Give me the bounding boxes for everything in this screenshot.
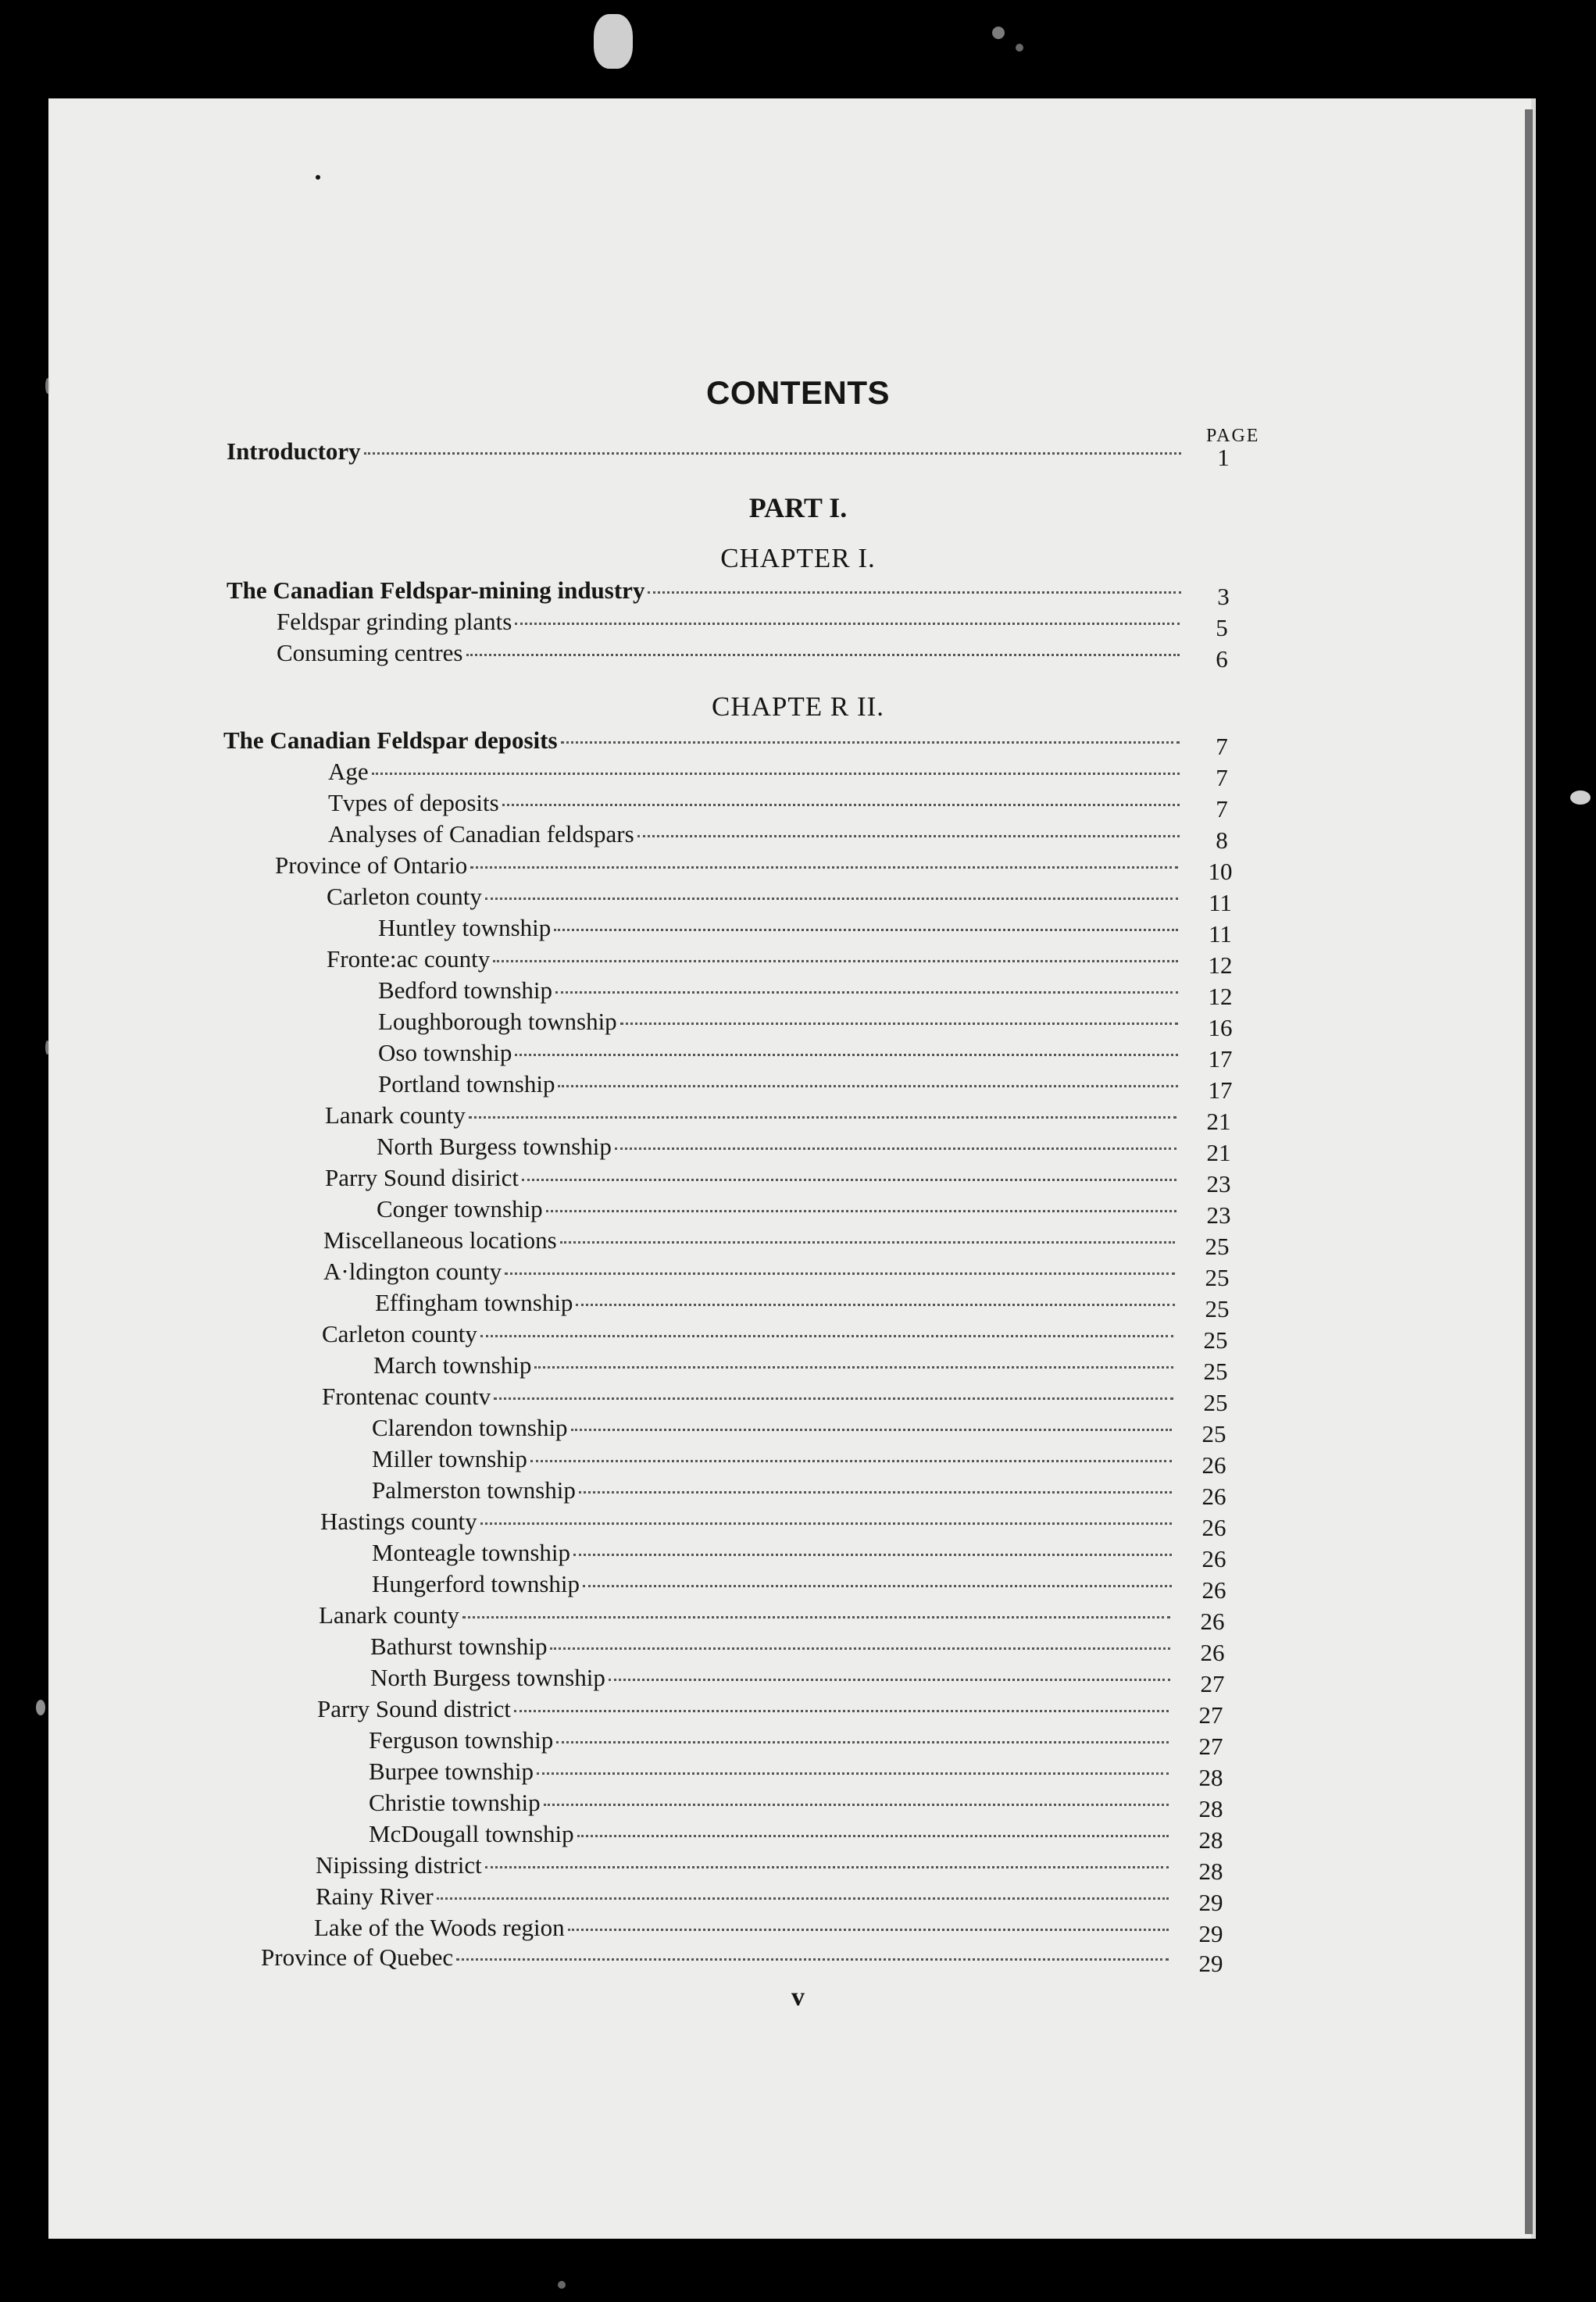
part-heading: PART I. (748, 492, 848, 523)
toc-entry (372, 1476, 1226, 1510)
dot-leader (493, 960, 1178, 962)
toc-entry (372, 1539, 1226, 1572)
toc-entry-page: 25 (1203, 1358, 1228, 1385)
toc-entry (378, 1039, 1233, 1072)
dot-leader (530, 1460, 1172, 1462)
toc-entry-label: Age (328, 758, 369, 785)
toc-entry-page: 16 (1208, 1014, 1233, 1041)
toc-entry-page: 25 (1205, 1295, 1230, 1322)
scan-speck (1016, 44, 1023, 52)
toc-entry-label: Portland township (378, 1070, 555, 1097)
toc-entry (261, 1943, 1223, 1977)
scan-speck (558, 2281, 566, 2289)
toc-entry-page: 21 (1206, 1108, 1231, 1135)
toc-entry-page: 26 (1201, 1483, 1226, 1510)
toc-entry-label: Rainy River (316, 1883, 434, 1910)
toc-entry (322, 1320, 1228, 1354)
toc-entry (372, 1414, 1226, 1447)
dot-leader (648, 591, 1181, 594)
dot-leader (462, 1616, 1170, 1619)
toc-entry-page: 29 (1198, 1889, 1223, 1916)
toc-entry (277, 639, 1228, 673)
toc-entry (375, 1289, 1230, 1322)
toc-entry-label: Lake of the Woods region (314, 1914, 565, 1941)
toc-entry-page: 25 (1205, 1264, 1230, 1291)
toc-entry-page: 7 (1216, 795, 1228, 823)
toc-entry-label: Fronte:ac county (327, 945, 491, 973)
toc-entry-label: Clarendon township (372, 1414, 568, 1441)
toc-entry (378, 1008, 1233, 1041)
toc-entry (320, 1508, 1226, 1541)
toc-entry-page: 26 (1200, 1639, 1225, 1666)
dot-leader (505, 1272, 1175, 1275)
scan-speck (45, 1040, 49, 1055)
dot-leader (571, 1429, 1172, 1431)
toc-entry-label: Tvpes of deposits (328, 789, 499, 816)
toc-entry-page: 28 (1198, 1795, 1223, 1822)
toc-entry-label: Hungerford township (372, 1570, 580, 1597)
toc-entry (369, 1758, 1223, 1791)
dot-leader (579, 1491, 1172, 1494)
toc-entry-label: Lanark county (319, 1601, 459, 1629)
dot-leader (615, 1147, 1176, 1150)
page-title: CONTENTS (706, 374, 890, 411)
toc-entry (328, 758, 1228, 791)
dot-leader (470, 866, 1178, 869)
toc-entry-label: Loughborough township (378, 1008, 617, 1035)
toc-entry (227, 437, 1230, 471)
toc-entry-label: Christie township (369, 1789, 541, 1816)
dot-leader (469, 1116, 1176, 1119)
toc-entry-label: North Burgess township (370, 1664, 605, 1691)
toc-entry-page: 7 (1216, 764, 1228, 791)
dot-leader (372, 773, 1180, 775)
toc-entry-label: Effingham township (375, 1289, 573, 1316)
dot-leader (576, 1304, 1175, 1306)
dot-leader (561, 741, 1180, 744)
dot-leader (577, 1835, 1169, 1837)
toc-entry-page: 11 (1209, 889, 1232, 916)
toc-entry-label: Miller township (372, 1445, 527, 1472)
toc-entry (325, 1101, 1231, 1135)
toc-entry-page: 17 (1208, 1045, 1233, 1072)
scan-speck (1570, 791, 1591, 805)
toc-entry-label: Frontenac countv (322, 1383, 491, 1410)
toc-entry (223, 726, 1228, 760)
toc-entry-page: 23 (1206, 1201, 1231, 1229)
toc-entry (370, 1664, 1225, 1697)
toc-entry-page: 12 (1208, 983, 1233, 1010)
toc-entry-label: Hastings county (320, 1508, 477, 1535)
toc-entry-page: 28 (1198, 1858, 1223, 1885)
dot-leader (502, 804, 1180, 806)
dot-leader (485, 898, 1178, 900)
toc-entry-page: 26 (1201, 1545, 1226, 1572)
toc-entry (275, 851, 1233, 885)
dot-leader (558, 1085, 1178, 1087)
scan-speck (36, 1700, 45, 1715)
toc-entry (327, 883, 1232, 916)
toc-entry-label: Miscellaneous locations (323, 1226, 557, 1254)
toc-entry (323, 1258, 1230, 1291)
toc-entry (277, 608, 1228, 641)
toc-entry-label: Lanark county (325, 1101, 466, 1129)
dot-leader (573, 1554, 1172, 1556)
dot-leader (485, 1866, 1169, 1868)
page-column-header: PAGE (1206, 426, 1260, 446)
toc-entry-page: 29 (1198, 1950, 1223, 1977)
scan-speck (594, 14, 633, 69)
dot-leader (609, 1679, 1170, 1681)
toc-entry (323, 1226, 1230, 1260)
toc-entry (319, 1601, 1225, 1635)
page-speck (316, 175, 320, 180)
toc-entry-label: Province of Ontario (275, 851, 468, 879)
toc-entry-page: 28 (1198, 1826, 1223, 1854)
toc-entry-label: Palmerston township (372, 1476, 576, 1504)
dot-leader (554, 929, 1178, 931)
dot-leader (637, 835, 1180, 837)
toc-entry-page: 6 (1216, 645, 1228, 673)
toc-entry-label: Ferguson township (369, 1726, 554, 1754)
toc-entry (316, 1883, 1223, 1916)
toc-entry-label: Analyses of Canadian feldspars (328, 820, 634, 848)
dot-leader (583, 1585, 1172, 1587)
toc-entry-page: 1 (1217, 444, 1230, 471)
toc-entry-label: Conger township (377, 1195, 543, 1222)
toc-entry-label: A·ldington county (323, 1258, 502, 1285)
toc-entry-page: 25 (1203, 1389, 1228, 1416)
scan-speck (992, 27, 1005, 39)
dot-leader (534, 1366, 1173, 1369)
toc-entry (314, 1914, 1223, 1947)
toc-entry (325, 1164, 1231, 1197)
dot-leader (555, 991, 1178, 994)
toc-entry (328, 820, 1228, 854)
toc-entry-label: Introductory (227, 437, 361, 465)
toc-entry-page: 23 (1206, 1170, 1231, 1197)
toc-entry-label: The Canadian Feldspar-mining industry (227, 576, 645, 604)
dot-leader (437, 1897, 1169, 1900)
dot-leader (514, 1710, 1169, 1712)
dot-leader (556, 1741, 1169, 1743)
toc-entry-page: 25 (1205, 1233, 1230, 1260)
toc-entry-page: 27 (1198, 1733, 1223, 1760)
toc-entry (372, 1570, 1226, 1604)
toc-entry (369, 1726, 1223, 1760)
toc-entry (377, 1195, 1231, 1229)
toc-entry-label: Nipissing district (316, 1851, 482, 1879)
toc-entry-page: 10 (1208, 858, 1233, 885)
dot-leader (620, 1023, 1178, 1025)
toc-entry-page: 8 (1216, 826, 1228, 854)
toc-entry (370, 1633, 1225, 1666)
toc-entry-label: Oso township (378, 1039, 512, 1066)
page-folio: v (791, 1983, 805, 2011)
dot-leader (364, 452, 1181, 455)
page-edge-shadow (1525, 109, 1533, 2234)
dot-leader (544, 1804, 1169, 1806)
toc-entry (328, 789, 1228, 823)
dot-leader (568, 1929, 1169, 1931)
toc-entry-page: 21 (1206, 1139, 1231, 1166)
toc-entry-page: 27 (1200, 1670, 1225, 1697)
toc-entry-page: 26 (1200, 1608, 1225, 1635)
dot-leader (456, 1958, 1169, 1961)
dot-leader (480, 1522, 1172, 1525)
dot-leader (546, 1210, 1176, 1212)
toc-entry-page: 17 (1208, 1076, 1233, 1104)
dot-leader (515, 623, 1180, 625)
toc-entry (322, 1383, 1228, 1416)
dot-leader (537, 1772, 1169, 1775)
toc-entry-page: 26 (1201, 1514, 1226, 1541)
toc-entry (373, 1351, 1228, 1385)
toc-entry-page: 28 (1198, 1764, 1223, 1791)
toc-entry-page: 11 (1209, 920, 1232, 948)
toc-entry (327, 945, 1233, 979)
chapter-heading: CHAPTE R II. (711, 691, 885, 722)
dot-leader (480, 1335, 1173, 1337)
toc-entry-label: Carleton county (327, 883, 482, 910)
toc-entry (372, 1445, 1226, 1479)
toc-entry-label: Carleton county (322, 1320, 477, 1347)
dot-leader (550, 1647, 1170, 1650)
toc-entry-label: Parry Sound disirict (325, 1164, 519, 1191)
toc-entry-label: Bathurst township (370, 1633, 548, 1660)
toc-entry-label: The Canadian Feldspar deposits (223, 726, 558, 754)
toc-entry-page: 26 (1201, 1576, 1226, 1604)
toc-entry-label: Parry Sound district (317, 1695, 511, 1722)
toc-entry-page: 27 (1198, 1701, 1223, 1729)
dot-leader (466, 654, 1180, 656)
toc-entry-label: Bedford township (378, 976, 553, 1004)
toc-entry-label: McDougall township (369, 1820, 574, 1847)
toc-entry-label: March township (373, 1351, 532, 1379)
toc-entry (378, 1070, 1233, 1104)
toc-entry (316, 1851, 1223, 1885)
toc-entry-label: North Burgess township (377, 1133, 612, 1160)
toc-entry (378, 976, 1233, 1010)
toc-entry-label: Huntley township (378, 914, 552, 941)
toc-entry (317, 1695, 1223, 1729)
toc-entry-label: Consuming centres (277, 639, 463, 666)
toc-entry-label: Monteagle township (372, 1539, 570, 1566)
dot-leader (494, 1397, 1173, 1400)
toc-entry (378, 914, 1232, 948)
toc-entry-page: 3 (1217, 583, 1230, 610)
toc-entry (377, 1133, 1231, 1166)
dot-leader (522, 1179, 1176, 1181)
toc-entry-label: Burpee township (369, 1758, 534, 1785)
toc-entry-page: 29 (1198, 1920, 1223, 1947)
dot-leader (560, 1241, 1175, 1244)
toc-entry-page: 25 (1201, 1420, 1226, 1447)
chapter-heading: CHAPTER I. (720, 543, 876, 573)
toc-entry (369, 1820, 1223, 1854)
toc-entry (227, 576, 1230, 610)
toc-entry-page: 5 (1216, 614, 1228, 641)
toc-entry-page: 26 (1201, 1451, 1226, 1479)
toc-entry-label: Province of Quebec (261, 1943, 454, 1971)
toc-entry-page: 25 (1203, 1326, 1228, 1354)
toc-entry (369, 1789, 1223, 1822)
toc-entry-page: 12 (1208, 951, 1233, 979)
toc-entry-page: 7 (1216, 733, 1228, 760)
dot-leader (515, 1054, 1178, 1056)
toc-entry-label: Feldspar grinding plants (277, 608, 512, 635)
